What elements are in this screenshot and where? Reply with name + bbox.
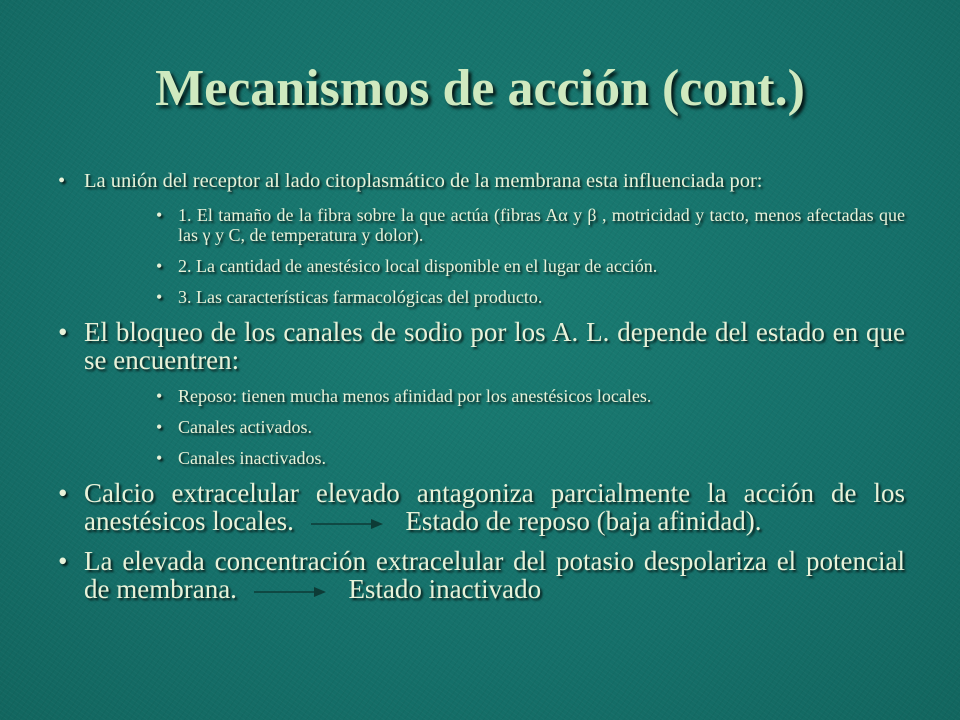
bullet-dot: •	[156, 205, 163, 225]
right-arrow-icon	[254, 586, 326, 598]
right-arrow-icon	[311, 518, 383, 530]
bullet-receptor-binding	[55, 170, 905, 192]
bullet-dot: •	[58, 170, 66, 192]
subbullet-pharmacology	[55, 287, 905, 307]
bullet-result-text: Estado inactivado	[348, 574, 542, 604]
bullet-dot: •	[156, 448, 163, 468]
bullet-text: La elevada concentración extracelular del potasio despolariza el potencial de membrana.	[84, 546, 905, 604]
bullet-dot: •	[156, 256, 163, 276]
bullet-dot: •	[156, 417, 163, 437]
bullet-extracellular-potassium	[55, 547, 905, 603]
bullet-dot: •	[156, 386, 163, 406]
bullet-dot: •	[156, 287, 163, 307]
bullet-sodium-channel-block	[55, 318, 905, 374]
bullet-dot: •	[58, 478, 68, 508]
slide-body	[55, 170, 905, 615]
slide-title: Mecanismos de acción (cont.)	[155, 60, 805, 117]
bullet-text: Calcio extracelular elevado antagoniza parcialmente la acción de los anestésicos locales.	[84, 478, 905, 536]
bullet-extracellular-calcium	[55, 479, 905, 535]
bullet-text: Canales inactivados.	[178, 448, 326, 468]
bullet-dot: •	[58, 546, 68, 576]
subbullet-resting-state	[55, 386, 905, 406]
subbullet-inactivated-channels	[55, 448, 905, 468]
subbullet-fiber-size	[55, 205, 905, 245]
bullet-text: Canales activados.	[178, 417, 312, 437]
bullet-dot: •	[58, 317, 68, 347]
bullet-text: La unión del receptor al lado citoplasmático de la membrana esta influenciada por:	[84, 170, 763, 192]
bullet-text: 1. El tamaño de la fibra sobre la que actúa (fibras Aα y β , motricidad y tacto, menos afectadas que las γ y C, de temperatura y dolor).	[178, 205, 905, 245]
subbullet-activated-channels	[55, 417, 905, 437]
bullet-text: Reposo: tienen mucha menos afinidad por los anestésicos locales.	[178, 386, 652, 406]
subbullet-anesthetic-amount	[55, 256, 905, 276]
bullet-result-text: Estado de reposo (baja afinidad).	[405, 506, 762, 536]
bullet-text: 3. Las características farmacológicas del producto.	[178, 287, 543, 307]
bullet-text: El bloqueo de los canales de sodio por los A. L. depende del estado en que se encuentren:	[84, 317, 905, 375]
bullet-text: 2. La cantidad de anestésico local disponible en el lugar de acción.	[178, 256, 658, 276]
